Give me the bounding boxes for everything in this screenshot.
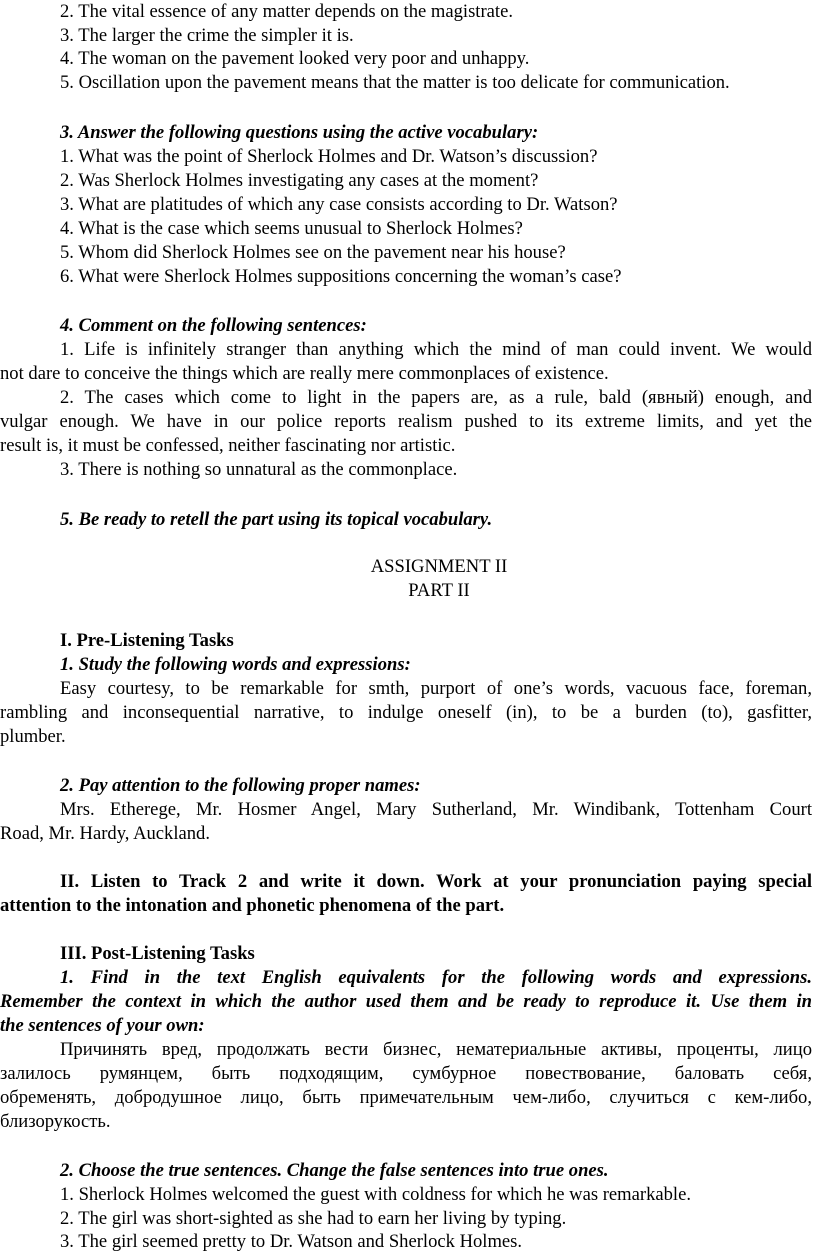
post-task-1-line: залилось румянцем, быть подходящим, сумбурное повествование, баловать себя, [0, 1063, 812, 1084]
exercise-3-question: 3. What are platitudes of which any case consists according to Dr. Watson? [60, 194, 618, 215]
exercise-4-line: 2. The cases which come to light in the papers are, as a rule, bald (явный) enough, and [60, 387, 812, 408]
post-task-1-heading-line: the sentences of your own: [0, 1015, 205, 1036]
exercise-3-question: 2. Was Sherlock Holmes investigating any cases at the moment? [60, 170, 539, 191]
post-task-1-heading-line: 1. Find in the text English equivalents for the following words and expressions. [60, 967, 812, 988]
exercise-5-heading: 5. Be ready to retell the part using its topical vocabulary. [60, 509, 493, 530]
intro-item: 4. The woman on the pavement looked very poor and unhappy. [60, 48, 530, 69]
post-task-1-heading-line: Remember the context in which the author used them and be ready to reproduce it. Use them in [0, 991, 812, 1012]
intro-item: 5. Oscillation upon the pavement means that the matter is too delicate for communication. [60, 72, 730, 93]
exercise-4-line: 1. Life is infinitely stranger than anything which the mind of man could invent. We would [60, 339, 812, 360]
pre-task-1-heading: 1. Study the following words and expressions: [60, 654, 411, 675]
assignment-title: ASSIGNMENT II [370, 556, 508, 577]
pre-task-2-line: Road, Mr. Hardy, Auckland. [0, 823, 211, 844]
post-task-1-line: Причинять вред, продолжать вести бизнес, нематериальные активы, проценты, лицо [60, 1039, 812, 1060]
post-task-2-heading: 2. Choose the true sentences. Change the false sentences into true ones. [60, 1160, 609, 1181]
pre-task-1-line: plumber. [0, 726, 66, 747]
intro-item: 3. The larger the crime the simpler it is. [60, 25, 354, 46]
listening-task-line: II. Listen to Track 2 and write it down. Work at your pronunciation paying special [60, 871, 812, 892]
exercise-3-question: 4. What is the case which seems unusual to Sherlock Holmes? [60, 218, 523, 239]
exercise-4-heading: 4. Comment on the following sentences: [60, 315, 367, 336]
exercise-4-line: 3. There is nothing so unnatural as the commonplace. [60, 459, 458, 480]
exercise-4-line: vulgar enough. We have in our police reports realism pushed to its extreme limits, and yet the [0, 411, 812, 432]
pre-task-1-line: Easy courtesy, to be remarkable for smth, purport of one’s words, vacuous face, foreman, [60, 678, 812, 699]
exercise-3-question: 1. What was the point of Sherlock Holmes and Dr. Watson’s discussion? [60, 146, 598, 167]
post-task-2-item: 3. The girl seemed pretty to Dr. Watson and Sherlock Holmes. [60, 1231, 523, 1252]
exercise-4-line: not dare to conceive the things which are really mere commonplaces of existence. [0, 363, 609, 384]
pre-listening-heading: I. Pre-Listening Tasks [60, 630, 234, 651]
post-task-1-line: обременять, добродушное лицо, быть примечательным чем-либо, случиться с кем-либо, [0, 1087, 812, 1108]
exercise-3-heading: 3. Answer the following questions using the active vocabulary: [60, 122, 539, 143]
pre-task-1-line: rambling and inconsequential narrative, to indulge oneself (in), to be a burden (to), gasfitter, [0, 702, 812, 723]
listening-task-line: attention to the intonation and phonetic phenomena of the part. [0, 895, 505, 916]
pre-task-2-line: Mrs. Etherege, Mr. Hosmer Angel, Mary Sutherland, Mr. Windibank, Tottenham Court [60, 799, 812, 820]
post-task-1-line: близорукость. [0, 1111, 111, 1132]
pre-task-2-heading: 2. Pay attention to the following proper names: [60, 775, 421, 796]
exercise-3-question: 6. What were Sherlock Holmes suppositions concerning the woman’s case? [60, 266, 622, 287]
post-listening-heading: III. Post-Listening Tasks [60, 943, 255, 964]
post-task-2-item: 2. The girl was short-sighted as she had to earn her living by typing. [60, 1208, 567, 1229]
post-task-2-item: 1. Sherlock Holmes welcomed the guest with coldness for which he was remarkable. [60, 1184, 691, 1205]
assignment-part: PART II [408, 580, 470, 601]
exercise-4-line: result is, it must be confessed, neither fascinating nor artistic. [0, 435, 456, 456]
exercise-3-question: 5. Whom did Sherlock Holmes see on the pavement near his house? [60, 242, 566, 263]
intro-item: 2. The vital essence of any matter depends on the magistrate. [60, 1, 513, 22]
